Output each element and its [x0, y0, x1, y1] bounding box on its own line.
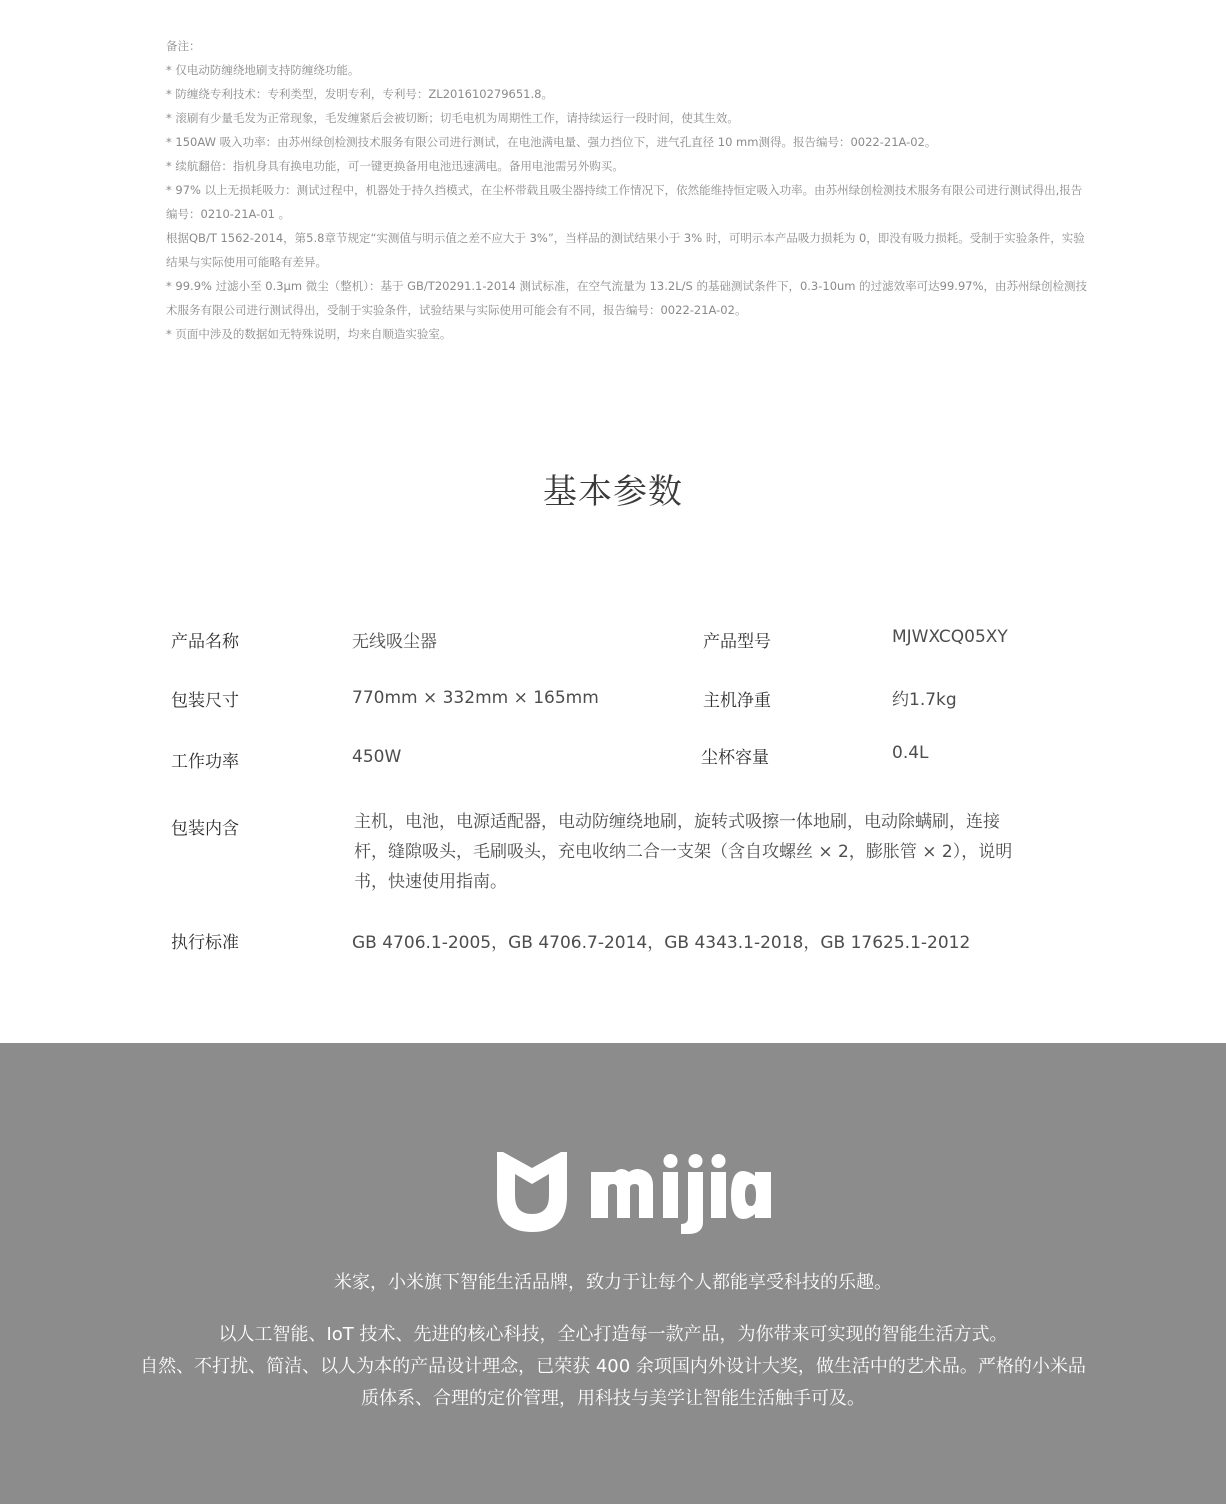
brand-footer	[0, 1043, 1226, 1504]
spec-label-net-weight: 主机净重	[703, 691, 771, 711]
footnotes	[166, 34, 1088, 346]
footnote-line: * 99.9% 过滤小至 0.3μm 微尘（整机）：基于 GB/T20291.1-2014 测试标准，在空气流量为 13.2L/S 的基础测试条件下，0.3-10um 的过滤效率可达99.97%，由苏州绿创检测技术服务有限公司进行测试得出，受制于实验条件，试验结果与实际使用可能会有不同，报告编号：0022-21A-02。	[166, 279, 1088, 317]
spec-value-dust-capacity: 0.4L	[892, 743, 929, 763]
spec-label-dust-capacity: 尘杯容量	[701, 748, 769, 768]
spec-value-model: MJWXCQ05XY	[892, 627, 1008, 647]
brand-description	[138, 1319, 1088, 1415]
footnote-line: * 滚刷有少量毛发为正常现象，毛发缠紧后会被切断；切毛电机为周期性工作，请持续运行一段时间，使其生效。	[166, 111, 739, 125]
footnote-line: * 97% 以上无损耗吸力：测试过程中，机器处于持久挡模式，在尘杯带载且吸尘器持续工作情况下，依然能维持恒定吸入功率。由苏州绿创检测技术服务有限公司进行测试得出,报告编号：0210-21A-01 。	[166, 183, 1083, 221]
footnote-line: * 续航翻倍：指机身具有换电功能，可一键更换备用电池迅速满电。备用电池需另外购买。	[166, 159, 624, 173]
brand-description-line: 以人工智能、IoT 技术、先进的核心科技，全心打造每一款产品，为你带来可实现的智能生活方式。	[218, 1324, 1008, 1345]
footnote-line: * 页面中涉及的数据如无特殊说明，均来自顺造实验室。	[166, 327, 452, 341]
footnote-line: 根据QB/T 1562-2014，第5.8章节规定“实测值与明示值之差不应大于 3%”，当样品的测试结果小于 3% 时，可明示本产品吸力损耗为 0，即没有吸力损耗。受制于实验条件，实验结果与实际使用可能略有差异。	[166, 231, 1085, 269]
spec-label-package-contents: 包装内含	[171, 819, 239, 839]
spec-label-model: 产品型号	[703, 632, 771, 652]
spec-section-title: 基本参数	[543, 472, 683, 512]
footnotes-heading: 备注：	[166, 39, 201, 53]
footnote-line: * 防缠绕专利技术：专利类型，发明专利，专利号：ZL201610279651.8。	[166, 87, 553, 101]
spec-label-product-name: 产品名称	[171, 632, 239, 652]
spec-value-power: 450W	[352, 747, 402, 767]
spec-label-standard: 执行标准	[171, 933, 239, 953]
brand-description-line: 自然、不打扰、简洁、以人为本的产品设计理念，已荣获 400 余项国内外设计大奖，做生活中的艺术品。严格的小米品质体系、合理的定价管理，用科技与美学让智能生活触手可及。	[140, 1356, 1086, 1409]
spec-value-net-weight: 约1.7kg	[892, 690, 957, 710]
brand-slogan: 米家，小米旗下智能生活品牌，致力于让每个人都能享受科技的乐趣。	[334, 1272, 892, 1293]
spec-value-package-size: 770mm × 332mm × 165mm	[352, 688, 599, 708]
spec-label-power: 工作功率	[171, 752, 239, 772]
spec-value-package-contents: 主机，电池，电源适配器，电动防缠绕地刷，旋转式吸擦一体地刷，电动除螨刷，连接杆，缝隙吸头，毛刷吸头，充电收纳二合一支架（含自攻螺丝 × 2，膨胀管 × 2），说明书，快速使用指南。	[354, 812, 1013, 892]
footnote-line: * 仅电动防缠绕地刷支持防缠绕功能。	[166, 63, 360, 77]
spec-value-standard: GB 4706.1-2005，GB 4706.7-2014，GB 4343.1-2018，GB 17625.1-2012	[352, 933, 971, 953]
footnote-line: * 150AW 吸入功率：由苏州绿创检测技术服务有限公司进行测试，在电池满电量、强力挡位下，进气孔直径 10 mm测得。报告编号：0022-21A-02。	[166, 135, 937, 149]
mijia-logo	[497, 1152, 771, 1234]
spec-label-package-size: 包装尺寸	[171, 691, 239, 711]
spec-value-product-name: 无线吸尘器	[352, 632, 437, 652]
